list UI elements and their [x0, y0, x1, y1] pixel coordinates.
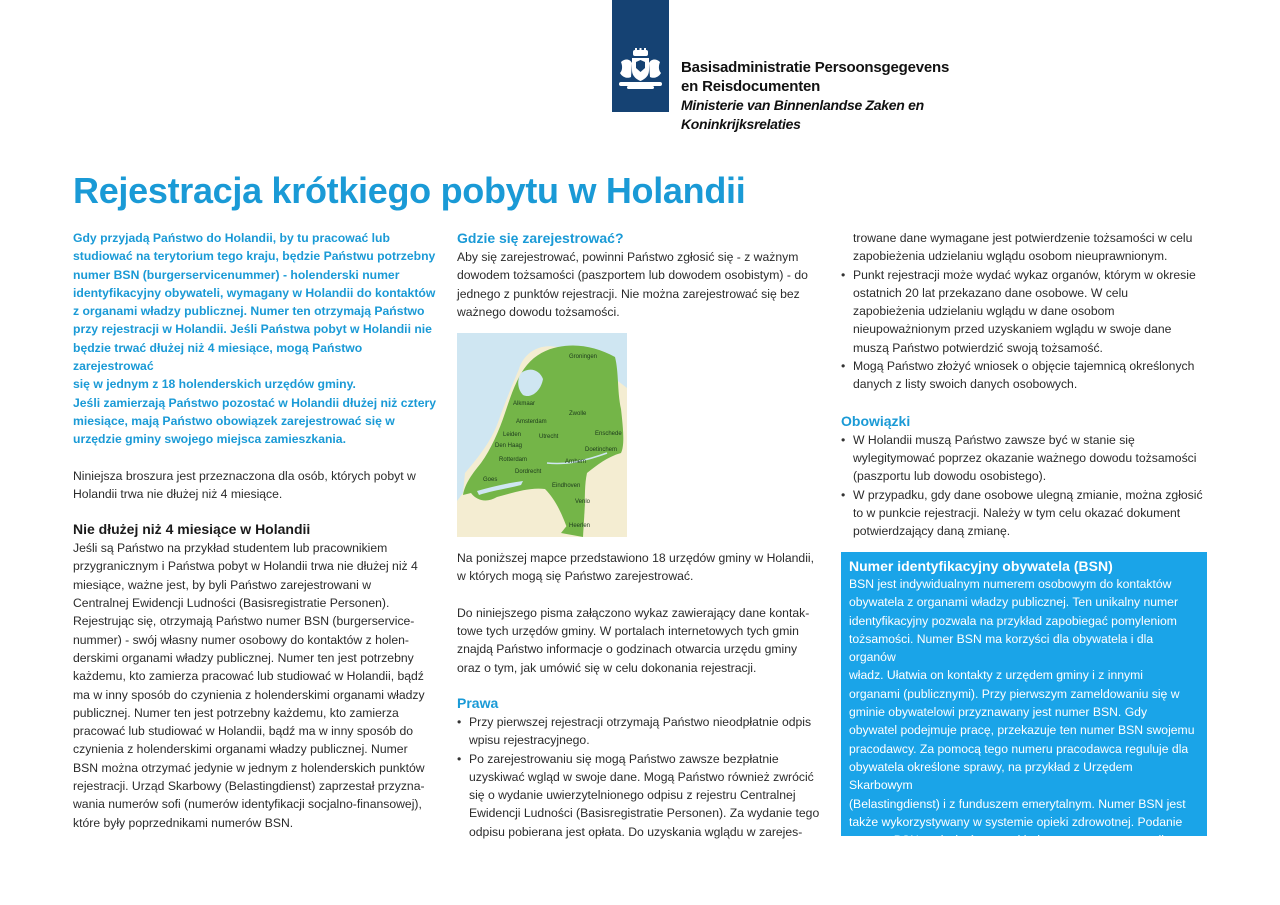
body-line: jednego z punktów rejestracji. Nie można zarejestrować się bez [457, 286, 800, 301]
body-line: W Holandii muszą Państwo zawsze być w stanie się [853, 432, 1135, 447]
org-line-4: Koninkrijksrelaties [681, 116, 801, 132]
intro-line: będzie trwać dłużej niż 4 miesiące, mogą Państwo zarejestrować [73, 340, 363, 374]
duties-list [841, 431, 1213, 541]
body-line: BSN można otrzymać jedynie w jednym z holenderskich punktów [73, 760, 425, 775]
map-label: Heerlen [569, 523, 591, 530]
map-label: Zwolle [569, 411, 587, 418]
body-line: Do niniejszego pisma załączono wykaz zawierający dane kontak- [457, 605, 810, 620]
max-4-months-paragraph [73, 539, 445, 832]
intro-line: przy rejestracji w Holandii. Jeśli Państwa pobyt w Holandii nie [73, 322, 432, 337]
body-line: pracować lub studiować w Holandii, bądź ma w inny sposób do [73, 724, 414, 739]
body-line: oraz o tym, jak umówić się w celu dokonania rejestracji. [457, 660, 757, 675]
body-line: nieupoważnionym przed uzyskaniem wglądu w swoje dane [853, 322, 1172, 337]
rights-list [457, 713, 829, 841]
body-line: gminie obywatelowi przyznawany jest numer BSN. Gdy [849, 705, 1148, 720]
netherlands-map [457, 333, 627, 537]
body-line: derskimi organami władzy publicznej. Numer ten jest potrzebny [73, 650, 414, 665]
rijksoverheid-logo-bar [612, 0, 669, 112]
org-line-1: Basisadministratie Persoonsgegevens [681, 59, 950, 76]
body-line: danych z listy swoich danych osobowych. [853, 377, 1078, 392]
body-line: obywatela określone sprawy, na przykład z Urzędem Skarbowym [849, 759, 1133, 793]
map-label: Enschede [595, 431, 622, 438]
list-item [841, 357, 1213, 394]
coat-of-arms-icon [615, 48, 666, 92]
body-line: Punkt rejestracji może wydać wykaz organów, którym w okresie [853, 267, 1196, 282]
intro-line: z organami władzy publicznej. Numer ten otrzymają Państwo [73, 304, 425, 319]
body-line: ważnego dowodu tożsamości. [457, 304, 620, 319]
brochure-line: Niniejsza broszura jest przeznaczona dla osób, których pobyt w [73, 468, 416, 483]
list-item [841, 431, 1213, 486]
body-line: Przy pierwszej rejestracji otrzymają Państwo nieodpłatnie odpis [469, 714, 812, 729]
body-line: (Belastingdienst) i z funduszem emerytalnym. Numer BSN jest [849, 796, 1186, 811]
body-line: przygranicznym i Państwa pobyt w Holandii trwa nie dłużej niż 4 [73, 559, 418, 574]
bsn-heading: Numer identyfikacyjny obywatela (BSN) [849, 558, 1113, 574]
map-label: Utrecht [539, 434, 559, 441]
body-line: publicznej. Numer ten jest potrzebny każdemu, kto zamierza [73, 705, 399, 720]
body-line: wpisu rejestracyjnego. [469, 733, 590, 748]
body-line: trowane dane wymagane jest potwierdzenie tożsamości w celu [853, 231, 1193, 245]
section-heading-max-4-months: Nie dłużej niż 4 miesiące w Holandii [73, 521, 311, 538]
body-line: Jeśli są Państwo na przykład studentem lub pracownikiem [73, 541, 388, 556]
body-line: BSN jest indywidualnym numerem osobowym do kontaktów [849, 577, 1172, 591]
where-register-paragraph [457, 248, 829, 321]
body-line: Aby się zarejestrować, powinni Państwo zgłosić się - z ważnym [457, 250, 799, 264]
map-label: Arnhem [565, 459, 587, 466]
map-label: Amsterdam [516, 419, 547, 426]
body-line: towe tych urzędów gminy. W portalach internetowych tych gmin [457, 624, 799, 639]
body-line: w których mogą się Państwo zarejestrować. [457, 569, 694, 584]
body-line: każdemu, kto zamierza pracować lub studiować w Holandii, bądź [73, 669, 424, 684]
map-label: Leiden [503, 432, 522, 439]
organization-name [681, 58, 1001, 134]
column-1 [73, 229, 445, 832]
intro-line: Jeśli zamierzają Państwo pozostać w Holandii dłużej niż cztery [73, 395, 437, 410]
map-label: Groningen [569, 354, 598, 361]
intro-paragraph [73, 229, 445, 449]
body-line: Po zarejestrowaniu się mogą Państwo zawsze bezpłatnie [469, 751, 779, 766]
body-line: które były poprzednikami numerów BSN. [73, 815, 294, 830]
body-line: Centralnej Ewidencji Ludności (Basisregistratie Personen). [73, 596, 390, 611]
map-label: Rotterdam [499, 457, 528, 464]
body-line: zapobieżenia udzielaniu wglądu w dane osobom [853, 304, 1115, 319]
body-line: tożsamości. Numer BSN ma korzyści dla obywatela i dla organów [849, 631, 1154, 665]
map-label: Venlo [575, 499, 591, 506]
body-line: (paszportu lub dowodu osobistego). [853, 469, 1047, 484]
body-line: się o wydanie uwierzytelnionego odpisu z rejestru Centralnej [469, 788, 796, 803]
intro-line: się w jednym z 18 holenderskich urzędów gminy. [73, 377, 356, 392]
list-item [457, 750, 829, 841]
brochure-paragraph [73, 467, 445, 504]
body-line: także wykorzystywany w systemie opieki zdrowotnej. Podanie [849, 814, 1183, 829]
body-line: pracodawcy. Za pomocą tego numeru pracodawca reguluje dla [849, 741, 1189, 756]
intro-line: Gdy przyjadą Państwo do Holandii, by tu pracować lub [73, 231, 390, 245]
map-label: Dordrecht [515, 469, 542, 476]
body-line: potwierdzający daną zmianę. [853, 524, 1011, 539]
list-item [841, 266, 1213, 357]
body-line: znajdą Państwo informacje o godzinach otwarcia urzędu gminy [457, 642, 798, 657]
body-line: wylegitymować poprzez okazanie ważnego dowodu tożsamości [853, 450, 1197, 465]
body-line: muszą Państwo potwierdzić swoją tożsamość. [853, 340, 1103, 355]
body-line: wizyty u lekarza domowego, w szpitalu lub w aptece. [849, 851, 1134, 866]
section-heading-rights: Prawa [457, 694, 499, 711]
map-caption [457, 549, 829, 586]
body-line: Na poniższej mapce przedstawiono 18 urzędów gminy w Holandii, [457, 551, 815, 566]
body-line: rejestracji. Urząd Skarbowy (Belastingdienst) zaprzestał przyzna- [73, 779, 425, 794]
page-title: Rejestracja krótkiego pobytu w Holandii [73, 170, 746, 211]
intro-line: numer BSN (burgerservicenummer) - holenderski numer [73, 267, 400, 282]
list-item [841, 486, 1213, 541]
body-line: obywatel podejmuje pracę, przekazuje ten numer BSN swojemu [849, 723, 1195, 738]
body-line: uzyskiwać wgląd w swoje dane. Mogą Państwo również zwrócić [469, 769, 814, 784]
map-label: Doetinchem [585, 447, 618, 454]
body-line: Rejestrując się, otrzymają Państwo numer BSN (burgerservice- [73, 614, 415, 629]
body-line: władz. Ułatwia on kontakty z urzędem gminy i z innymi [849, 668, 1143, 683]
body-line: organami (publicznymi). Przy pierwszym zameldowaniu się w [849, 686, 1180, 701]
body-line: czynienia z holenderskimi organami władzy publicznej. Numer [73, 742, 408, 757]
bsn-info-box [841, 552, 1207, 866]
intro-line: miesiące, mają Państwo obowiązek zarejestrować się w [73, 413, 395, 428]
org-line-2: en Reisdocumenten [681, 78, 821, 95]
brochure-line: Holandii trwa nie dłużej niż 4 miesiące. [73, 486, 283, 501]
municipality-list-paragraph [457, 604, 829, 677]
body-line: numeru BSN może być na przykład wymagane w przypadku [849, 833, 1175, 848]
map-label: Goes [483, 477, 498, 484]
section-heading-duties: Obowiązki [841, 412, 911, 429]
org-line-3: Ministerie van Binnenlandse Zaken en [681, 97, 924, 113]
column-2 [457, 229, 829, 841]
rights-continued [841, 229, 1213, 266]
body-line: Ewidencji Ludności (Basisregistratie Personen). Za wydanie tego [469, 806, 820, 821]
map-label: Den Haag [495, 443, 523, 450]
body-line: odpisu pobierana jest opłata. Do uzyskania wglądu w zarejes- [469, 824, 803, 839]
column-3 [841, 229, 1213, 540]
body-line: ostatnich 20 lat przekazano dane osobowe. W celu [853, 285, 1129, 300]
map-label: Alkmaar [513, 401, 536, 408]
body-line: to w punkcie rejestracji. Należy w tym celu okazać dokument [853, 505, 1181, 520]
body-line: nummer) - swój własny numer osobowy do kontaktów z holen- [73, 632, 409, 647]
body-line: dowodem tożsamości (paszportem lub dowodem osobistym) - do [457, 268, 808, 283]
bsn-paragraph [849, 575, 1199, 868]
section-heading-where-register: Gdzie się zarejestrować? [457, 230, 624, 246]
body-line: zapobieżenia udzielaniu wglądu osobom nieuprawnionym. [853, 249, 1168, 264]
body-line: Mogą Państwo złożyć wniosek o objęcie tajemnicą określonych [853, 359, 1195, 374]
body-line: wania numerów sofi (numerów identyfikacji socjalno-finansowej), [73, 797, 422, 812]
rights-list-continued [841, 266, 1213, 394]
body-line: W przypadku, gdy dane osobowe ulegną zmianie, można zgłosić [853, 487, 1203, 502]
body-line: ma w inny sposób do czynienia z holenderskimi organami władzy [73, 687, 425, 702]
intro-line: studiować na terytorium tego kraju, będzie Państwu potrzebny [73, 249, 436, 264]
body-line: identyfikacyjny pozwala na przykład zapobiegać pomyleniom [849, 613, 1177, 628]
intro-line: urzędzie gminy swojego miejsca zamieszkania. [73, 432, 346, 447]
map-label: Eindhoven [552, 483, 581, 490]
intro-line: identyfikacyjny obywateli, wymagany w Holandii do kontaktów [73, 285, 436, 300]
body-line: obywatela z organami władzy publicznej. Ten unikalny numer [849, 595, 1179, 610]
body-line: miesiące, ważne jest, by byli Państwo zarejestrowani w [73, 577, 372, 592]
list-item [457, 713, 829, 750]
